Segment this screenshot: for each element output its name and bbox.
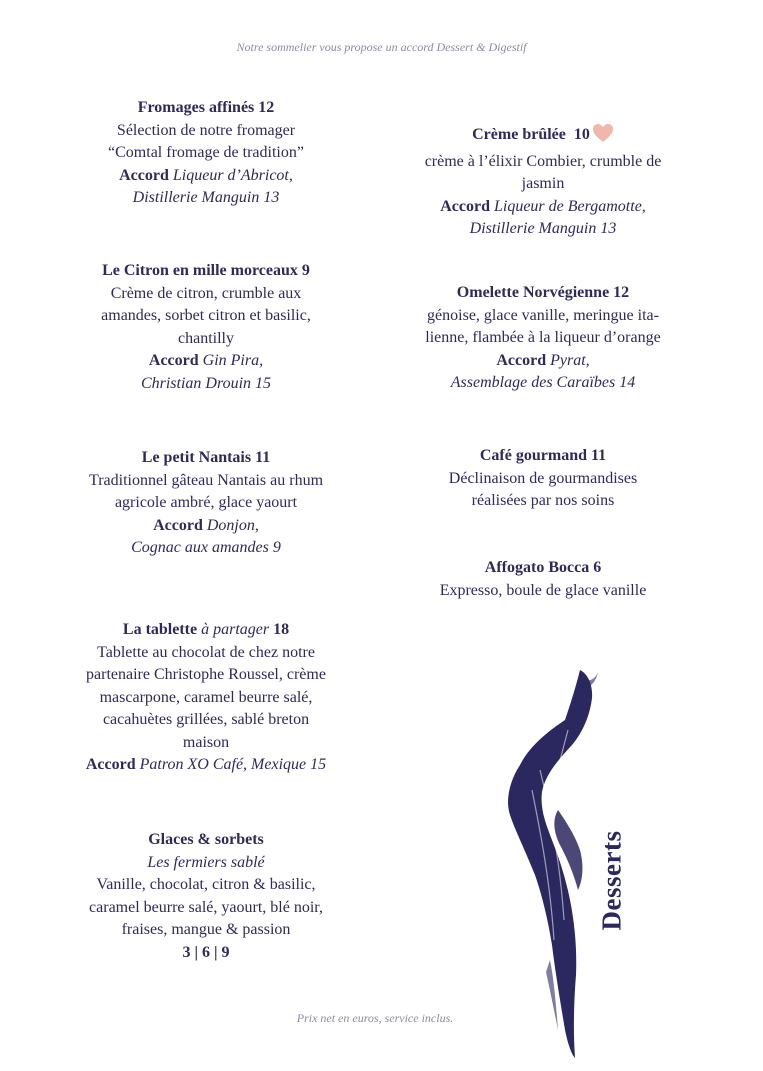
item-title: Le petit Nantais 11	[141, 449, 271, 466]
item-accord	[372, 196, 714, 219]
item-desc-line: cacahuètes grillées, sablé breton	[102, 711, 310, 728]
item-title-text: La tablette	[122, 621, 198, 638]
item-title: Omelette Norvégienne 12	[456, 284, 630, 301]
menu-item-citron	[35, 260, 377, 395]
item-desc-line: caramel beurre salé, yaourt, blé noir,	[89, 898, 323, 916]
menu-item-omelette	[372, 282, 714, 395]
menu-item-creme-brulee	[372, 123, 714, 241]
menu-item-affogato	[372, 557, 714, 602]
item-accord	[35, 754, 377, 777]
accord-producer: Cognac aux amandes 9	[131, 539, 281, 556]
price-note: Prix net en euros, service inclus.	[296, 1011, 454, 1025]
item-desc-line: Déclinaison de gourmandises	[448, 469, 638, 487]
accord-label: Accord	[148, 352, 199, 369]
accord-name: Pyrat,	[550, 351, 590, 369]
item-title-italic: à partager	[201, 621, 270, 638]
section-title: Desserts	[596, 830, 627, 930]
item-title: Glaces & sorbets	[148, 831, 264, 848]
accord-producer: Christian Drouin 15	[140, 374, 272, 392]
accord-name: Liqueur de Bergamotte,	[493, 197, 646, 215]
accord-name: Liqueur d’Abricot,	[172, 166, 293, 184]
item-price: 18	[273, 621, 290, 638]
item-desc-line: maison	[182, 733, 230, 751]
item-desc-line: Sélection de notre fromager	[116, 121, 296, 139]
item-accord	[372, 350, 714, 373]
sommelier-note: Notre sommelier vous propose un accord Dessert & Digestif	[236, 40, 527, 54]
accord-label: Accord	[85, 756, 136, 773]
item-title: Le Citron en mille morceaux 9	[102, 262, 310, 279]
menu-item-glaces	[35, 829, 377, 964]
accord-name: Gin Pira,	[202, 352, 264, 369]
item-title	[35, 619, 377, 642]
menu-item-fromages	[35, 97, 377, 210]
menu-item-cafe-gourmand	[372, 445, 714, 513]
accord-name: Patron XO Café, Mexique 15	[139, 756, 327, 773]
item-desc-line: partenaire Christophe Roussel, crème	[86, 666, 326, 683]
accord-producer: Distillerie Manguin 13	[132, 189, 280, 206]
item-title: Affogato Bocca 6	[484, 559, 602, 576]
item-desc-line: Tablette au chocolat de chez notre	[97, 643, 315, 661]
accord-producer: Assemblage des Caraïbes 14	[450, 374, 636, 391]
accord-label: Accord	[496, 351, 547, 369]
item-desc-line: réalisées par nos soins	[471, 492, 615, 509]
accord-producer: Distillerie Manguin 13	[469, 220, 617, 237]
item-desc-line: Expresso, boule de glace vanille	[439, 581, 647, 599]
item-desc-line: lienne, flambée à la liqueur d’orange	[425, 329, 661, 346]
accord-label: Accord	[119, 166, 169, 184]
item-title-text: Crème brûlée 10	[472, 126, 590, 143]
item-desc-line: Vanille, chocolat, citron & basilic,	[96, 876, 316, 893]
item-desc-line: agricole ambré, glace yaourt	[114, 494, 298, 511]
item-desc-line: jasmin	[521, 175, 565, 192]
item-prices: 3 | 6 | 9	[182, 943, 230, 961]
menu-item-petit-nantais	[35, 447, 377, 560]
item-accord	[35, 165, 377, 188]
menu-item-tablette	[35, 619, 377, 777]
item-subtitle: Les fermiers sablé	[147, 853, 265, 871]
item-desc-line: Traditionnel gâteau Nantais au rhum	[88, 471, 324, 489]
item-desc-line: Crème de citron, crumble aux	[110, 284, 302, 302]
item-desc-line: fraises, mangue & passion	[121, 921, 291, 938]
item-title	[372, 123, 714, 151]
heart-icon	[592, 123, 614, 151]
item-desc-line: crème à l’élixir Combier, crumble de	[424, 152, 662, 170]
accord-label: Accord	[153, 516, 203, 534]
accord-label: Accord	[440, 197, 490, 215]
item-desc-line: génoise, glace vanille, meringue ita-	[427, 306, 659, 324]
accord-name: Donjon,	[206, 516, 259, 534]
item-desc-line: chantilly	[178, 329, 234, 347]
item-desc-line: “Comtal fromage de tradition”	[108, 144, 304, 161]
item-accord	[35, 515, 377, 538]
item-desc-line: amandes, sorbet citron et basilic,	[101, 307, 311, 324]
item-accord	[35, 350, 377, 373]
item-title: Café gourmand 11	[479, 447, 607, 464]
item-title: Fromages affinés 12	[137, 99, 275, 116]
item-desc-line: mascarpone, caramel beurre salé,	[99, 688, 313, 706]
